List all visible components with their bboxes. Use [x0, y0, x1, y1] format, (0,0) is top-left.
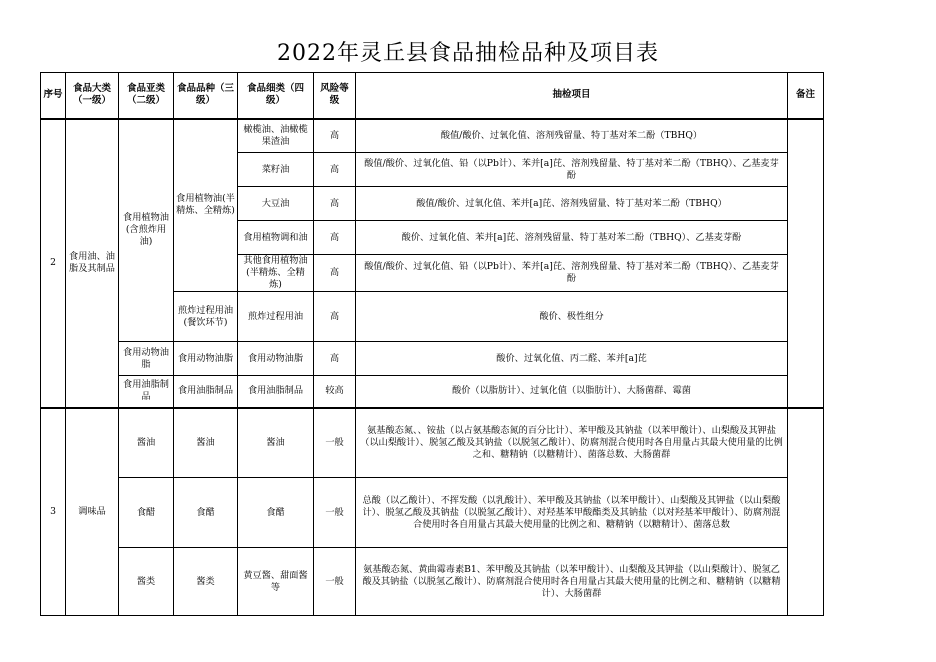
variety-cell: 酱类 — [174, 548, 238, 616]
detail-cell: 食用植物调和油 — [238, 221, 314, 255]
risk-cell: 高 — [314, 153, 356, 187]
items-cell: 氨基酸态氮、黄曲霉毒素B1、苯甲酸及其钠盐（以苯甲酸计）、山梨酸及其钾盐（以山梨酸计）、脱氢乙酸及其钠盐（以脱氢乙酸计）、防腐剂混合使用时各自用量占其最大使用量的比例之和、糖精钠（以糖精计）、大肠菌群 — [356, 548, 788, 616]
items-cell: 酸值/酸价、过氧化值、铅（以Pb计）、苯并[a]芘、溶剂残留量、特丁基对苯二酚（TBHQ）、乙基麦芽酚 — [356, 153, 788, 187]
table-row — [41, 478, 824, 548]
risk-cell: 高 — [314, 292, 356, 342]
table-row — [41, 408, 824, 478]
note-cell — [788, 408, 824, 616]
table-row — [41, 548, 824, 616]
subcategory-cell: 食用油脂制品 — [119, 376, 174, 408]
risk-cell: 一般 — [314, 548, 356, 616]
detail-cell: 菜籽油 — [238, 153, 314, 187]
items-cell: 酸价、过氧化值、丙二醛、苯并[a]芘 — [356, 342, 788, 376]
variety-cell: 煎炸过程用油(餐饮环节) — [174, 292, 238, 342]
subcategory-cell: 酱类 — [119, 548, 174, 616]
variety-cell: 食用植物油(半精炼、全精炼) — [174, 119, 238, 292]
header-seq: 序号 — [41, 73, 66, 119]
detail-cell: 橄榄油、油橄榄果渣油 — [238, 119, 314, 153]
page-title: 2022年灵丘县食品抽检品种及项目表 — [277, 41, 659, 66]
header-row — [41, 73, 824, 119]
subcategory-cell: 酱油 — [119, 408, 174, 478]
risk-cell: 较高 — [314, 376, 356, 408]
category-cell: 食用油、油脂及其制品 — [66, 119, 119, 408]
subcategory-cell: 食用植物油(含煎炸用油) — [119, 119, 174, 342]
seq-cell: 3 — [41, 408, 66, 616]
variety-cell: 酱油 — [174, 408, 238, 478]
inspection-table — [40, 72, 824, 616]
header-cat4: 食品细类（四级） — [238, 73, 314, 119]
items-cell: 总酸（以乙酸计）、不挥发酸（以乳酸计）、苯甲酸及其钠盐（以苯甲酸计）、山梨酸及其钾盐（以山梨酸计）、脱氢乙酸及其钠盐（以脱氢乙酸计）、对羟基苯甲酸酯类及其钠盐（以对羟基苯甲酸计）、防腐剂混合使用时各自用量占其最大使用量的比例之和、糖精钠（以糖精计）、菌落总数 — [356, 478, 788, 548]
risk-cell: 一般 — [314, 478, 356, 548]
detail-cell: 食醋 — [238, 478, 314, 548]
risk-cell: 高 — [314, 221, 356, 255]
detail-cell: 食用油脂制品 — [238, 376, 314, 408]
items-cell: 氨基酸态氮、、铵盐（以占氨基酸态氮的百分比计）、苯甲酸及其钠盐（以苯甲酸计）、山梨酸及其钾盐（以山梨酸计）、脱氢乙酸及其钠盐（以脱氢乙酸计）、防腐剂混合使用时各自用量占其最大使用量的比例之和、糖精钠（以糖精计）、菌落总数、大肠菌群 — [356, 408, 788, 478]
detail-cell: 其他食用植物油(半精炼、全精炼) — [238, 255, 314, 292]
detail-cell: 黄豆酱、甜面酱等 — [238, 548, 314, 616]
note-cell — [788, 119, 824, 408]
detail-cell: 酱油 — [238, 408, 314, 478]
header-cat3: 食品品种（三级） — [174, 73, 238, 119]
risk-cell: 高 — [314, 342, 356, 376]
variety-cell: 食用油脂制品 — [174, 376, 238, 408]
items-cell: 酸值/酸价、过氧化值、溶剂残留量、特丁基对苯二酚（TBHQ） — [356, 119, 788, 153]
table-row — [41, 342, 824, 376]
header-cat2: 食品亚类（二级） — [119, 73, 174, 119]
table-row — [41, 376, 824, 408]
header-cat1: 食品大类（一级） — [66, 73, 119, 119]
header-items: 抽检项目 — [356, 73, 788, 119]
variety-cell: 食醋 — [174, 478, 238, 548]
items-cell: 酸值/酸价、过氧化值、铅（以Pb计）、苯并[a]芘、溶剂残留量、特丁基对苯二酚（TBHQ）、乙基麦芽酚 — [356, 255, 788, 292]
header-risk: 风险等级 — [314, 73, 356, 119]
detail-cell: 食用动物油脂 — [238, 342, 314, 376]
items-cell: 酸价、过氧化值、苯并[a]芘、溶剂残留量、特丁基对苯二酚（TBHQ）、乙基麦芽酚 — [356, 221, 788, 255]
variety-cell: 食用动物油脂 — [174, 342, 238, 376]
header-note: 备注 — [788, 73, 824, 119]
risk-cell: 高 — [314, 187, 356, 221]
category-cell: 调味品 — [66, 408, 119, 616]
risk-cell: 高 — [314, 255, 356, 292]
items-cell: 酸价（以脂肪计）、过氧化值（以脂肪计）、大肠菌群、霉菌 — [356, 376, 788, 408]
risk-cell: 一般 — [314, 408, 356, 478]
detail-cell: 大豆油 — [238, 187, 314, 221]
subcategory-cell: 食用动物油脂 — [119, 342, 174, 376]
seq-cell: 2 — [41, 119, 66, 408]
table-row — [41, 119, 824, 153]
detail-cell: 煎炸过程用油 — [238, 292, 314, 342]
items-cell: 酸价、极性组分 — [356, 292, 788, 342]
items-cell: 酸值/酸价、过氧化值、苯并[a]芘、溶剂残留量、特丁基对苯二酚（TBHQ） — [356, 187, 788, 221]
risk-cell: 高 — [314, 119, 356, 153]
subcategory-cell: 食醋 — [119, 478, 174, 548]
